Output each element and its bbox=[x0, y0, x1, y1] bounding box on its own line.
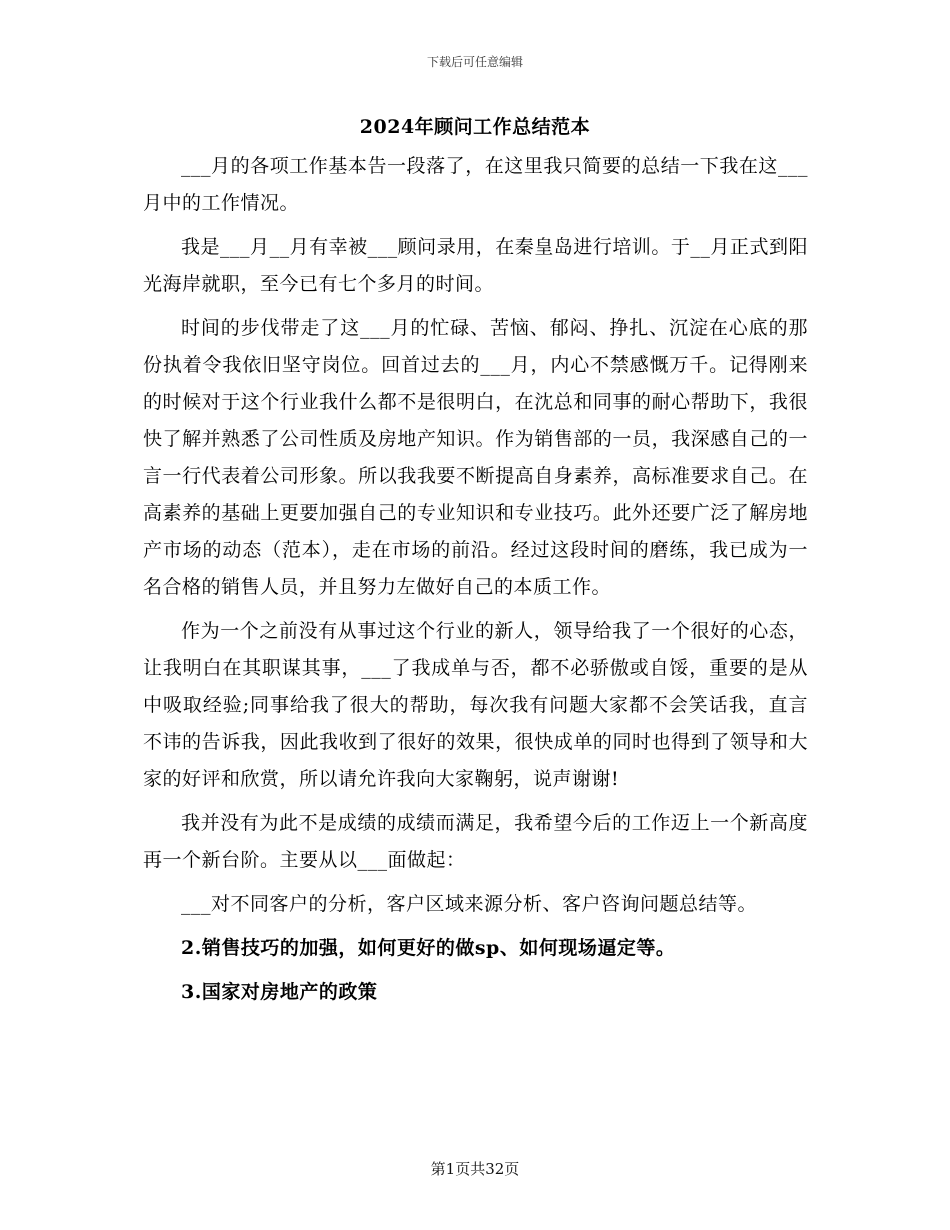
paragraph-goals: 我并没有为此不是成绩的成绩而满足，我希望今后的工作迈上一个新高度再一个新台阶。主要从以___面做起： bbox=[143, 812, 808, 871]
paragraph-experience: 时间的步伐带走了这___月的忙碌、苦恼、郁闷、挣扎、沉淀在心底的那份执着令我依旧坚守岗位。回首过去的___月，内心不禁感慨万千。记得刚来的时候对于这个行业我什么都不是很明白，在沈总和同事的耐心帮助下，我很快了解并熟悉了公司性质及房地产知识。作为销售部的一员，我深感自己的一言一行代表着公司形象。所以我我要不断提高自身素养，高标准要求自己。在高素养的基础上更要加强自己的专业知识和专业技巧。此外还要广泛了解房地产市场的动态（范本），走在市场的前沿。经过这段时间的磨练，我已成为一名合格的销售人员，并且努力左做好自己的本质工作。 bbox=[143, 317, 808, 598]
document-body bbox=[143, 148, 808, 1018]
paragraph-thanks: 作为一个之前没有从事过这个行业的新人，领导给我了一个很好的心态，让我明白在其职谋其事，___了我成单与否，都不必骄傲或自馁，重要的是从中吸取经验;同事给我了很大的帮助，每次我有问题大家都不会笑话我，直言不讳的告诉我，因此我收到了很好的效果，很快成单的同时也得到了领导和大家的好评和欣赏，所以请允许我向大家鞠躬，说声谢谢! bbox=[143, 620, 808, 790]
paragraph-hired: 我是___月__月有幸被___顾问录用，在秦皇岛进行培训。于__月正式到阳光海岸就职，至今已有七个多月的时间。 bbox=[143, 236, 808, 295]
list-item-customer-analysis: ___对不同客户的分析，客户区域来源分析、客户咨询问题总结等。 bbox=[181, 893, 758, 915]
header-note: 下载后可任意编辑 bbox=[426, 55, 523, 69]
page-indicator: 第1页共32页 bbox=[430, 1160, 520, 1178]
paragraph-intro: ___月的各项工作基本告一段落了，在这里我只简要的总结一下我在这___月中的工作情况。 bbox=[143, 155, 808, 214]
list-item-policy: 3.国家对房地产的政策 bbox=[181, 981, 378, 1003]
document-title: 2024年顾问工作总结范本 bbox=[359, 116, 591, 138]
list-item-sales-skills: 2.销售技巧的加强，如何更好的做sp、如何现场逼定等。 bbox=[181, 937, 676, 959]
